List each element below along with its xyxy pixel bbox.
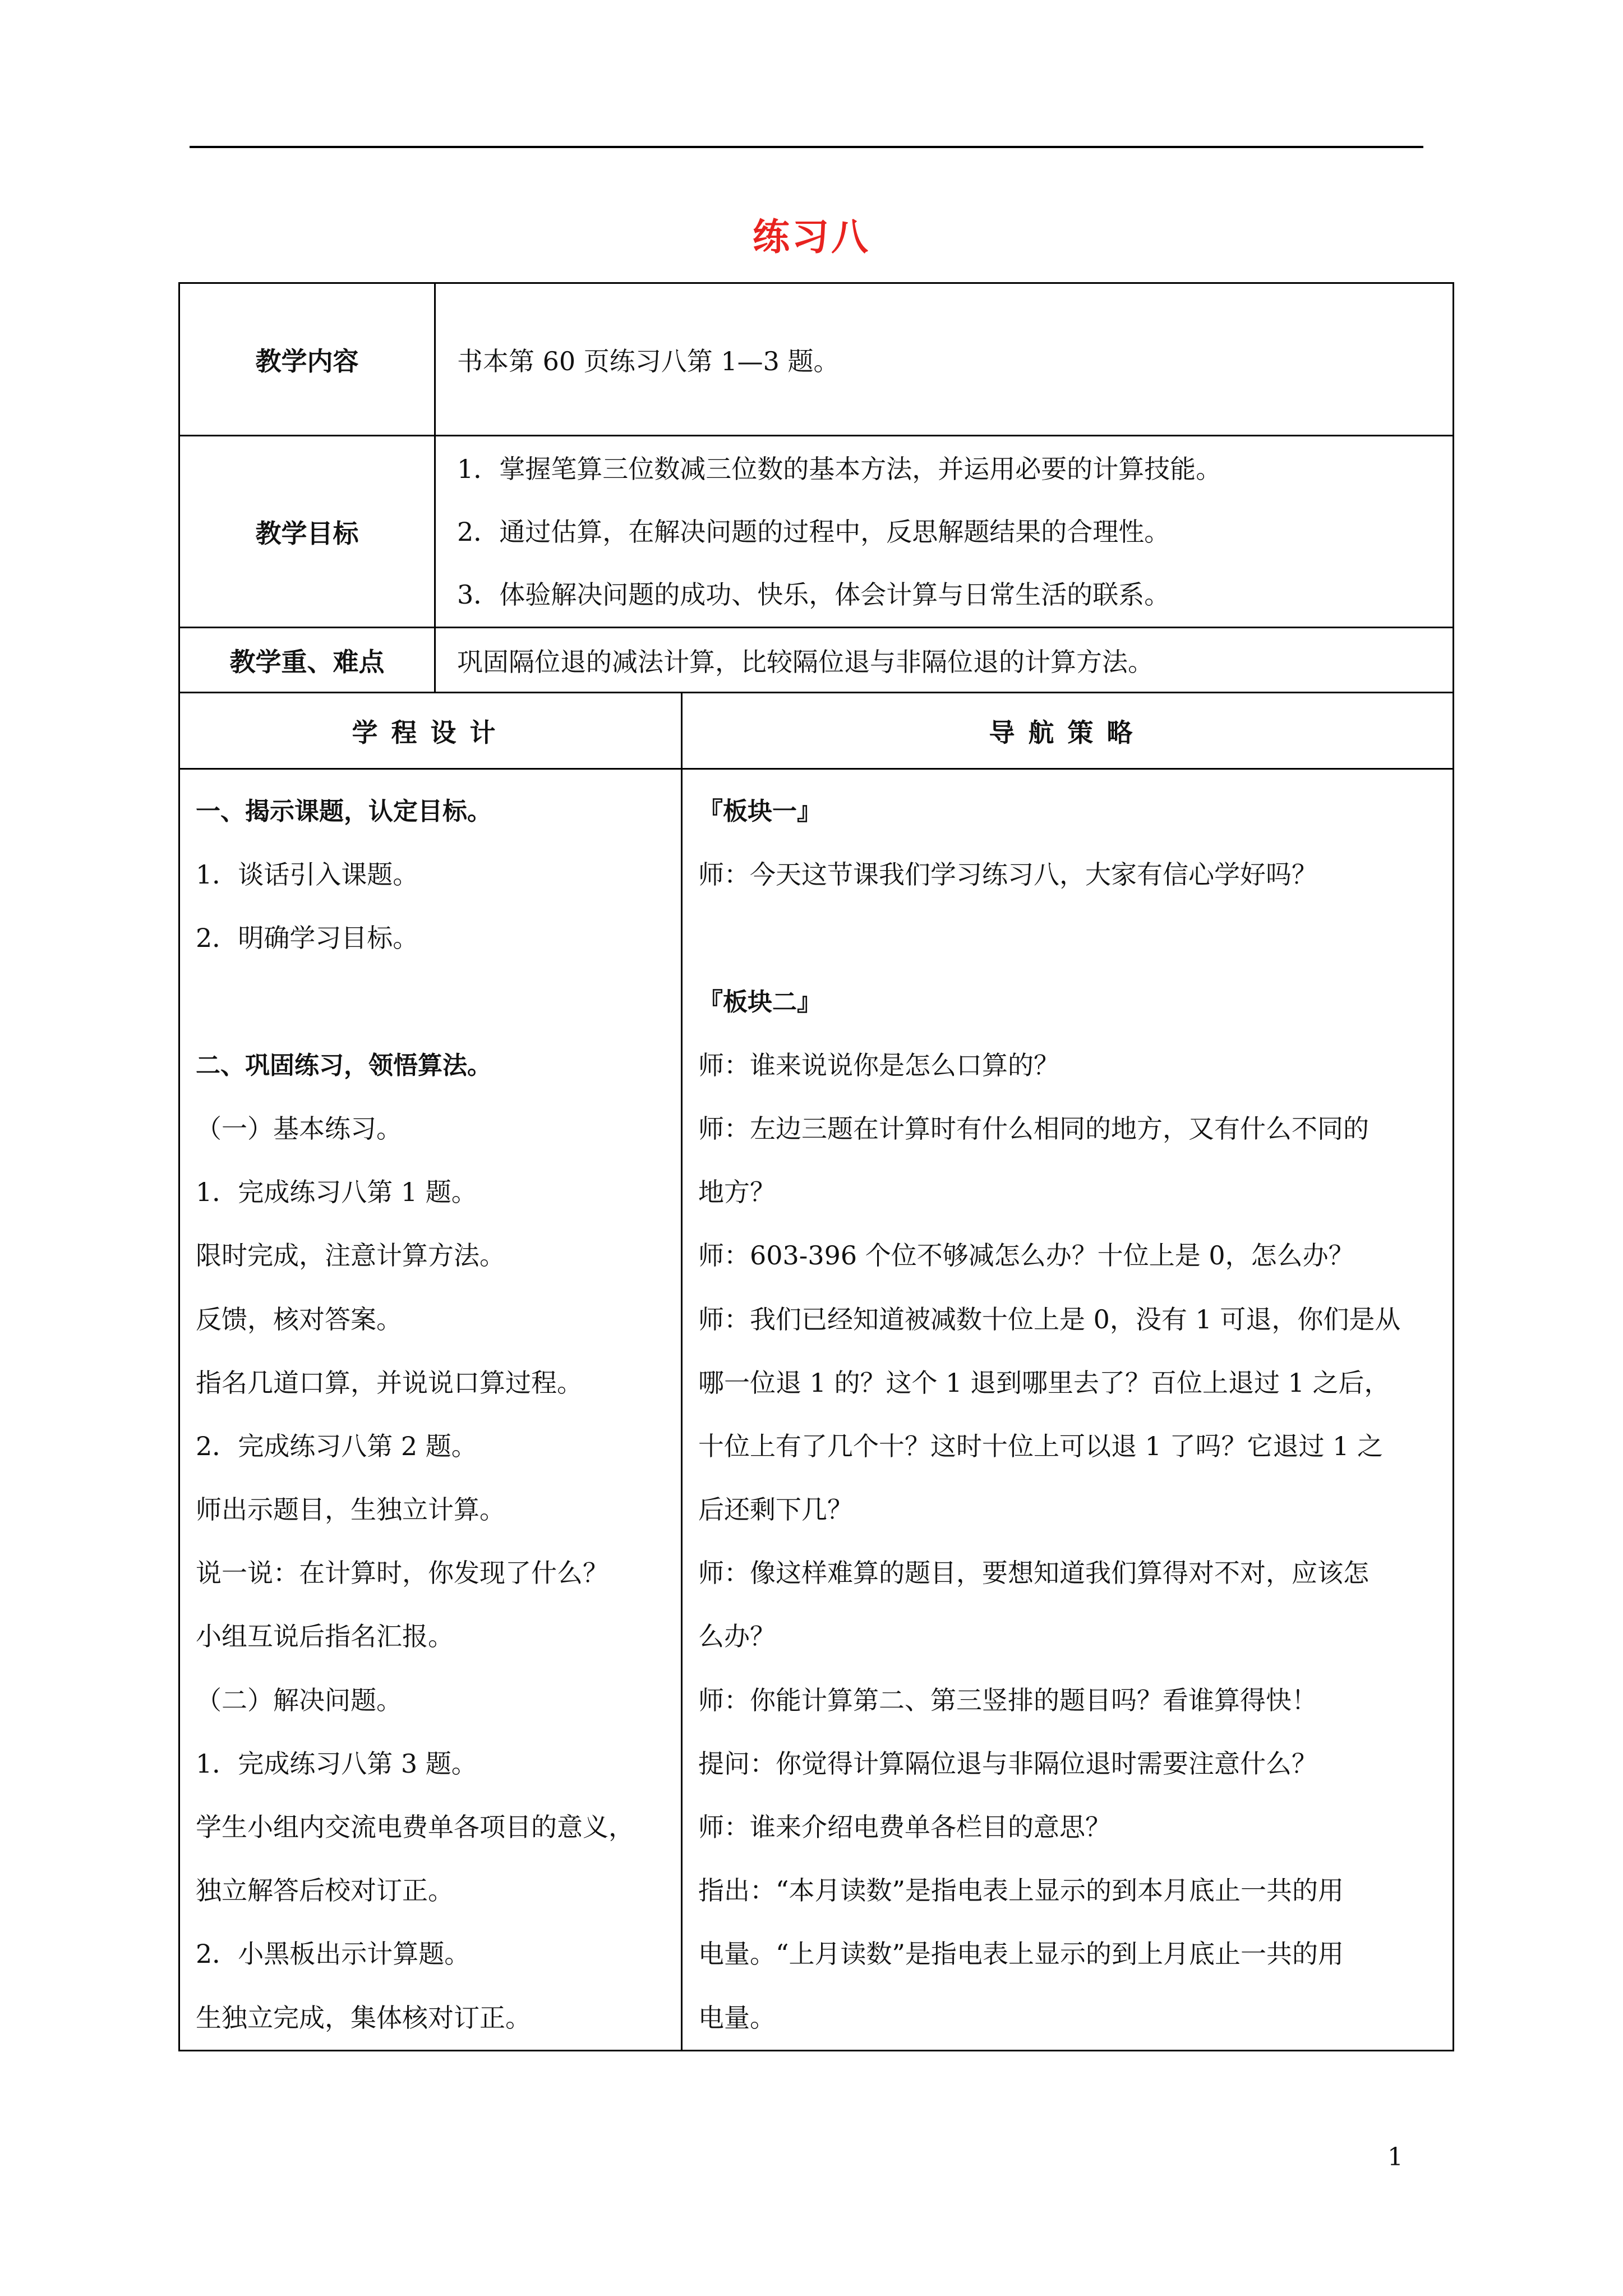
section-heading: 二、巩固练习，领悟算法。 [196,1051,492,1080]
goal-item: 2．通过估算，在解决问题的过程中，反思解题结果的合理性。 [457,516,1170,547]
row-teaching-goals [179,436,1454,628]
block-heading: 『板块二』 [698,987,822,1016]
text-line: 师：603-396 个位不够减怎么办？十位上是 0，怎么办？ [698,1240,1354,1271]
text-line: 1．完成练习八第 3 题。 [196,1748,477,1779]
text-line: 独立解答后校对订正。 [196,1875,454,1906]
header-rule [190,146,1423,148]
text-line: 地方？ [698,1177,776,1208]
text-line: 电量。 [698,2002,776,2033]
lesson-plan-table [178,282,1454,2051]
text-line: 指名几道口算，并说说口算过程。 [196,1367,583,1398]
text-line: 生独立完成，集体核对订正。 [196,2002,531,2033]
text-line: 限时完成，注意计算方法。 [196,1240,505,1271]
text-line [196,970,681,1034]
text-line: 电量。“上月读数”是指电表上显示的到上月底止一共的用 [698,1939,1344,1970]
text-line: 提问：你觉得计算隔位退与非隔位退时需要注意什么？ [698,1748,1317,1779]
text-line: 2．明确学习目标。 [196,923,419,954]
value-teaching-content: 书本第 60 页练习八第 1—3 题。 [435,283,1454,436]
text-line: 哪一位退 1 的？这个 1 退到哪里去了？百位上退过 1 之后， [698,1367,1390,1398]
value-teaching-goals [435,436,1454,628]
text-line: 师：像这样难算的题目，要想知道我们算得对不对，应该怎 [698,1558,1369,1589]
text-line: 指出：“本月读数”是指电表上显示的到本月底止一共的用 [698,1875,1344,1906]
text-line: 反馈，核对答案。 [196,1304,402,1335]
guidance-strategy-column [682,769,1454,2051]
text-line: 师：谁来说说你是怎么口算的？ [698,1050,1059,1080]
text-line: 师：今天这节课我们学习练习八，大家有信心学好吗？ [698,859,1317,890]
text-line: （二）解决问题。 [196,1685,402,1715]
header-learning-design: 学程设计 [179,693,682,769]
label-teaching-goals: 教学目标 [179,436,435,628]
text-line: 么办？ [698,1621,776,1652]
text-line: （一）基本练习。 [196,1113,402,1144]
text-line [698,907,1453,970]
row-column-headers [179,693,1454,769]
text-line: 说一说：在计算时，你发现了什么？ [196,1558,608,1589]
text-line: 十位上有了几个十？这时十位上可以退 1 了吗？它退过 1 之 [698,1430,1384,1461]
text-line: 师：我们已经知道被减数十位上是 0，没有 1 可退，你们是从 [698,1304,1401,1335]
goal-item: 1．掌握笔算三位数减三位数的基本方法，并运用必要的计算技能。 [457,453,1222,484]
learning-design-column [179,769,682,2051]
label-key-points: 教学重、难点 [179,628,435,693]
text-line: 小组互说后指名汇报。 [196,1621,454,1652]
text-line: 1．谈话引入课题。 [196,859,419,890]
text-line: 1．完成练习八第 1 题。 [196,1177,477,1208]
header-guidance-strategy: 导航策略 [682,693,1454,769]
value-key-points: 巩固隔位退的减法计算，比较隔位退与非隔位退的计算方法。 [435,628,1454,693]
block-heading: 『板块一』 [698,797,822,826]
section-heading: 一、揭示课题，认定目标。 [196,797,492,826]
row-process [179,769,1454,2051]
text-line: 师：你能计算第二、第三竖排的题目吗？看谁算得快！ [698,1685,1317,1715]
row-teaching-content [179,283,1454,436]
text-line: 后还剩下几？ [698,1494,853,1525]
text-line: 师：左边三题在计算时有什么相同的地方，又有什么不同的 [698,1113,1369,1144]
row-key-points [179,628,1454,693]
text-line: 2．小黑板出示计算题。 [196,1939,471,1970]
text-line: 学生小组内交流电费单各项目的意义， [196,1812,634,1842]
goal-item: 3．体验解决问题的成功、快乐，体会计算与日常生活的联系。 [457,579,1170,610]
text-line: 师：谁来介绍电费单各栏目的意思？ [698,1812,1111,1842]
text-line: 师出示题目，生独立计算。 [196,1494,505,1525]
label-teaching-content: 教学内容 [179,283,435,436]
document-title: 练习八 [753,215,870,259]
text-line: 2．完成练习八第 2 题。 [196,1430,477,1461]
page-number: 1 [1387,2143,1403,2171]
